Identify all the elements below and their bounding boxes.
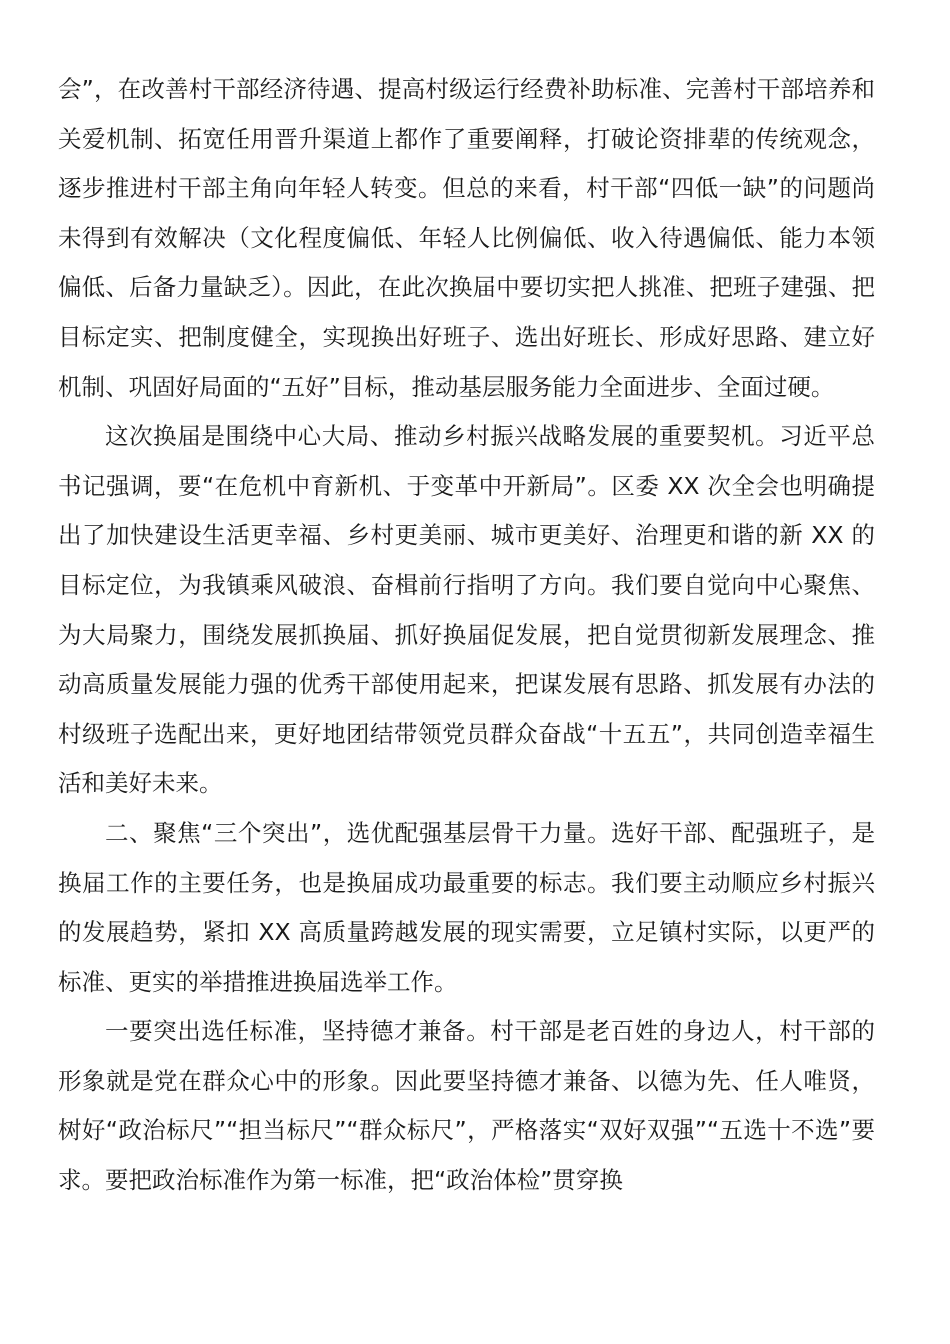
document-body [58,65,875,1206]
paragraph-selection-standard: 一要突出选任标准，坚持德才兼备。村干部是老百姓的身边人，村干部的形象就是党在群众心中的形象。因此要坚持德才兼备、以德为先、任人唯贤，树好“政治标尺”“担当标尺”“群众标尺”，严格落实“双好双强”“五选十不选”要求。要把政治标准作为第一标准，把“政治体检”贯穿换 [58,1017,875,1195]
paragraph-opportunity: 这次换届是围绕中心大局、推动乡村振兴战略发展的重要契机。习近平总书记强调，要“在危机中育新机、于变革中开新局”。区委 XX 次全会也明确提出了加快建设生活更幸福、乡村更美丽、城市更美好、治理更和谐的新 XX 的目标定位，为我镇乘风破浪、奋楫前行指明了方向。我们要自觉向中心聚焦、为大局聚力，围绕发展抓换届、抓好换届促发展，把自觉贯彻新发展理念、推动高质量发展能力强的优秀干部使用起来，把谋发展有思路、抓发展有办法的村级班子选配出来，更好地团结带领党员群众奋战“十五五”，共同创造幸福生活和美好未来。 [58,422,875,798]
section-heading-paragraph: 二、聚焦“三个突出”，选优配强基层骨干力量。选好干部、配强班子，是换届工作的主要任务，也是换届成功最重要的标志。我们要主动顺应乡村振兴的发展趋势，紧扣 XX 高质量跨越发展的现实需要，立足镇村实际，以更严的标准、更实的举措推进换届选举工作。 [58,818,875,996]
paragraph-continued-intro: 会”，在改善村干部经济待遇、提高村级运行经费补助标准、完善村干部培养和关爱机制、拓宽任用晋升渠道上都作了重要阐释，打破论资排辈的传统观念，逐步推进村干部主角向年轻人转变。但总的来看，村干部“四低一缺”的问题尚未得到有效解决（文化程度偏低、年轻人比例偏低、收入待遇偏低、能力本领偏低、后备力量缺乏）。因此，在此次换届中要切实把人挑准、把班子建强、把目标定实、把制度健全，实现换出好班子、选出好班长、形成好思路、建立好机制、巩固好局面的“五好”目标，推动基层服务能力全面进步、全面过硬。 [58,75,875,401]
